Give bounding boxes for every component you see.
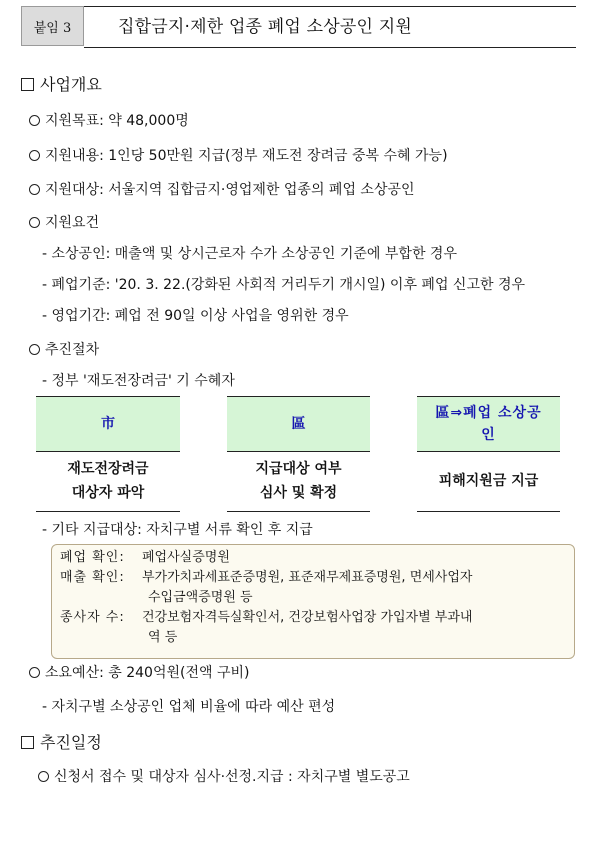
process-step-title: 區⇒폐업 소상공 bbox=[435, 405, 542, 421]
item-schedule-text: 신청서 접수 및 대상자 심사·선정.지급 : 자치구별 별도공고 bbox=[54, 769, 410, 785]
process-step-city-desc bbox=[36, 451, 180, 512]
required-documents-box bbox=[51, 544, 575, 659]
process-step-district-desc bbox=[227, 451, 370, 512]
process-step-payment-desc bbox=[417, 451, 560, 512]
process-step-city bbox=[36, 396, 180, 452]
document-row-continued bbox=[60, 588, 568, 608]
circle-bullet-icon bbox=[29, 184, 40, 195]
item-goal-text: 지원목표: 약 48,000명 bbox=[45, 113, 189, 129]
requirement-item: - 폐업기준: '20. 3. 22.(강화된 사회적 거리두기 개시일) 이후 폐업 신고한 경우 bbox=[42, 277, 526, 293]
process-step-desc: 재도전장려금 bbox=[67, 461, 149, 477]
item-schedule bbox=[38, 766, 410, 786]
requirement-item: - 영업기간: 폐업 전 90일 이상 사업을 영위한 경우 bbox=[42, 308, 349, 324]
section-heading-overview bbox=[21, 72, 102, 95]
circle-bullet-icon bbox=[29, 150, 40, 161]
circle-bullet-icon bbox=[29, 115, 40, 126]
document-value: 폐업사실증명원 bbox=[142, 550, 230, 565]
item-budget-text: 소요예산: 총 240억원(전액 구비) bbox=[45, 665, 250, 681]
document-label: 종사자 수: bbox=[60, 610, 125, 625]
item-requirements-text: 지원요건 bbox=[45, 215, 100, 231]
item-target bbox=[29, 179, 415, 199]
process-step-payment bbox=[417, 396, 560, 452]
process-step-title: 市 bbox=[101, 416, 115, 432]
document-row-continued bbox=[60, 628, 568, 648]
header-bottom-divider bbox=[84, 47, 576, 48]
item-target-text: 지원대상: 서울지역 집합금지·영업제한 업종의 폐업 소상공인 bbox=[45, 182, 415, 198]
document-label: 폐업 확인: bbox=[60, 550, 125, 565]
process-step-desc: 피해지원금 지급 bbox=[438, 473, 539, 489]
section-heading-text: 추진일정 bbox=[40, 733, 102, 752]
square-bullet-icon bbox=[21, 736, 34, 749]
document-row bbox=[60, 548, 568, 568]
item-procedure-text: 추진절차 bbox=[45, 342, 100, 358]
item-procedure bbox=[29, 339, 99, 359]
circle-bullet-icon bbox=[38, 771, 49, 782]
requirement-item: - 소상공인: 매출액 및 상시근로자 수가 소상공인 기준에 부합한 경우 bbox=[42, 246, 457, 262]
item-goal bbox=[29, 110, 189, 130]
square-bullet-icon bbox=[21, 78, 34, 91]
item-requirements bbox=[29, 212, 99, 232]
attachment-label: 붙임 3 bbox=[21, 6, 84, 46]
circle-bullet-icon bbox=[29, 344, 40, 355]
process-step-title: 인 bbox=[481, 427, 496, 443]
document-value: 역 등 bbox=[148, 630, 178, 645]
document-value: 건강보험자격득실확인서, 건강보험사업장 가입자별 부과내 bbox=[142, 610, 473, 625]
other-payment-note: - 기타 지급대상: 자치구별 서류 확인 후 지급 bbox=[42, 522, 313, 538]
process-step-district bbox=[227, 396, 370, 452]
circle-bullet-icon bbox=[29, 217, 40, 228]
process-step-desc: 대상자 파악 bbox=[71, 485, 145, 501]
procedure-note: - 정부 '재도전장려금' 기 수혜자 bbox=[42, 373, 235, 389]
item-budget bbox=[29, 662, 249, 682]
document-value: 수입금액증명원 등 bbox=[148, 590, 253, 605]
page-title: 집합금지·제한 업종 폐업 소상공인 지원 bbox=[118, 17, 412, 37]
section-heading-schedule bbox=[21, 730, 102, 753]
document-label: 매출 확인: bbox=[60, 570, 125, 585]
process-step-desc: 지급대상 여부 bbox=[255, 461, 342, 477]
circle-bullet-icon bbox=[29, 667, 40, 678]
document-row bbox=[60, 608, 568, 628]
section-heading-text: 사업개요 bbox=[40, 75, 102, 94]
process-step-title: 區 bbox=[291, 416, 306, 432]
header-top-divider bbox=[84, 6, 576, 7]
process-step-desc: 심사 및 확정 bbox=[259, 485, 338, 501]
item-content-text: 지원내용: 1인당 50만원 지급(정부 재도전 장려금 중복 수혜 가능) bbox=[45, 148, 448, 164]
document-value: 부가가치과세표준증명원, 표준재무제표증명원, 면세사업자 bbox=[142, 570, 473, 585]
budget-note: - 자치구별 소상공인 업체 비율에 따라 예산 편성 bbox=[42, 699, 336, 715]
document-row bbox=[60, 568, 568, 588]
item-content bbox=[29, 145, 448, 165]
